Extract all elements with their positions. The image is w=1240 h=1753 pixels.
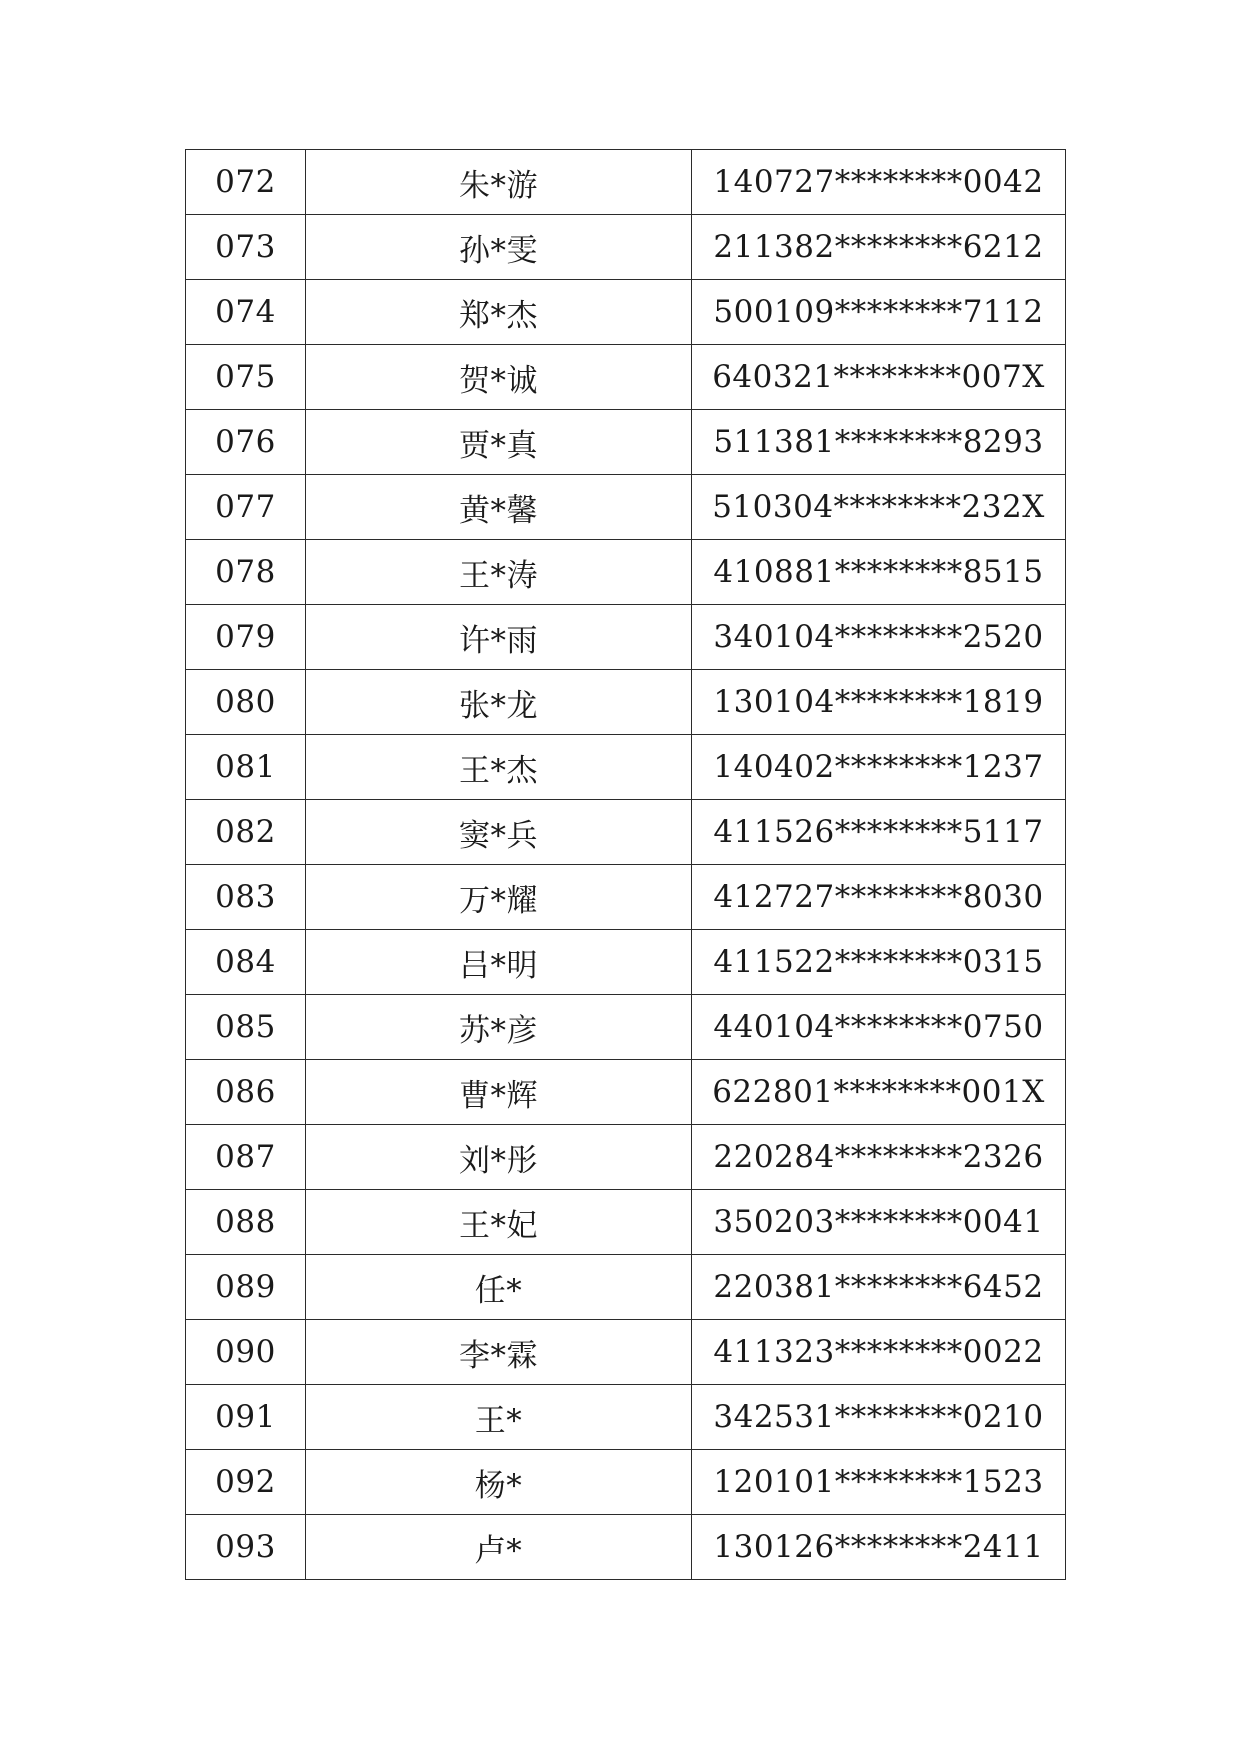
name-cell: 朱*游: [306, 150, 692, 215]
name-cell: 孙*雯: [306, 215, 692, 280]
table-row: [186, 215, 1066, 280]
serial-number-cell: 087: [186, 1125, 306, 1190]
name-cell: 黄*馨: [306, 475, 692, 540]
table-row: [186, 930, 1066, 995]
id-number-cell: 412727********8030: [692, 865, 1066, 930]
serial-number-cell: 079: [186, 605, 306, 670]
table-row: [186, 1515, 1066, 1580]
id-number-cell: 340104********2520: [692, 605, 1066, 670]
table-row: [186, 1125, 1066, 1190]
name-cell: 刘*彤: [306, 1125, 692, 1190]
table-row: [186, 865, 1066, 930]
serial-number-cell: 081: [186, 735, 306, 800]
name-cell: 许*雨: [306, 605, 692, 670]
table-row: [186, 150, 1066, 215]
name-cell: 王*杰: [306, 735, 692, 800]
serial-number-cell: 085: [186, 995, 306, 1060]
name-cell: 李*霖: [306, 1320, 692, 1385]
table-row: [186, 1060, 1066, 1125]
table-row: [186, 345, 1066, 410]
serial-number-cell: 077: [186, 475, 306, 540]
name-cell: 吕*明: [306, 930, 692, 995]
id-number-cell: 511381********8293: [692, 410, 1066, 475]
name-cell: 张*龙: [306, 670, 692, 735]
serial-number-cell: 090: [186, 1320, 306, 1385]
serial-number-cell: 072: [186, 150, 306, 215]
name-cell: 万*耀: [306, 865, 692, 930]
name-cell: 王*涛: [306, 540, 692, 605]
table-row: [186, 995, 1066, 1060]
serial-number-cell: 083: [186, 865, 306, 930]
table-row: [186, 475, 1066, 540]
table-row: [186, 280, 1066, 345]
name-cell: 王*妃: [306, 1190, 692, 1255]
id-number-cell: 140727********0042: [692, 150, 1066, 215]
serial-number-cell: 092: [186, 1450, 306, 1515]
name-cell: 郑*杰: [306, 280, 692, 345]
id-number-cell: 411323********0022: [692, 1320, 1066, 1385]
id-number-cell: 640321********007X: [692, 345, 1066, 410]
roster-table-body: [186, 150, 1066, 1580]
serial-number-cell: 075: [186, 345, 306, 410]
id-number-cell: 120101********1523: [692, 1450, 1066, 1515]
id-number-cell: 350203********0041: [692, 1190, 1066, 1255]
id-number-cell: 510304********232X: [692, 475, 1066, 540]
roster-table: [185, 149, 1066, 1580]
id-number-cell: 622801********001X: [692, 1060, 1066, 1125]
table-row: [186, 735, 1066, 800]
serial-number-cell: 080: [186, 670, 306, 735]
name-cell: 任*: [306, 1255, 692, 1320]
table-row: [186, 410, 1066, 475]
id-number-cell: 130104********1819: [692, 670, 1066, 735]
serial-number-cell: 089: [186, 1255, 306, 1320]
name-cell: 苏*彦: [306, 995, 692, 1060]
id-number-cell: 220284********2326: [692, 1125, 1066, 1190]
id-number-cell: 440104********0750: [692, 995, 1066, 1060]
table-row: [186, 540, 1066, 605]
id-number-cell: 500109********7112: [692, 280, 1066, 345]
serial-number-cell: 082: [186, 800, 306, 865]
name-cell: 王*: [306, 1385, 692, 1450]
table-row: [186, 800, 1066, 865]
id-number-cell: 411526********5117: [692, 800, 1066, 865]
name-cell: 曹*辉: [306, 1060, 692, 1125]
table-row: [186, 1320, 1066, 1385]
id-number-cell: 220381********6452: [692, 1255, 1066, 1320]
serial-number-cell: 073: [186, 215, 306, 280]
serial-number-cell: 076: [186, 410, 306, 475]
table-row: [186, 1385, 1066, 1450]
serial-number-cell: 074: [186, 280, 306, 345]
id-number-cell: 211382********6212: [692, 215, 1066, 280]
serial-number-cell: 091: [186, 1385, 306, 1450]
serial-number-cell: 086: [186, 1060, 306, 1125]
id-number-cell: 140402********1237: [692, 735, 1066, 800]
table-row: [186, 605, 1066, 670]
table-row: [186, 1450, 1066, 1515]
serial-number-cell: 084: [186, 930, 306, 995]
name-cell: 贾*真: [306, 410, 692, 475]
name-cell: 窦*兵: [306, 800, 692, 865]
serial-number-cell: 093: [186, 1515, 306, 1580]
name-cell: 杨*: [306, 1450, 692, 1515]
id-number-cell: 130126********2411: [692, 1515, 1066, 1580]
serial-number-cell: 078: [186, 540, 306, 605]
name-cell: 卢*: [306, 1515, 692, 1580]
id-number-cell: 411522********0315: [692, 930, 1066, 995]
id-number-cell: 342531********0210: [692, 1385, 1066, 1450]
table-row: [186, 1255, 1066, 1320]
name-cell: 贺*诚: [306, 345, 692, 410]
table-row: [186, 670, 1066, 735]
serial-number-cell: 088: [186, 1190, 306, 1255]
table-row: [186, 1190, 1066, 1255]
id-number-cell: 410881********8515: [692, 540, 1066, 605]
